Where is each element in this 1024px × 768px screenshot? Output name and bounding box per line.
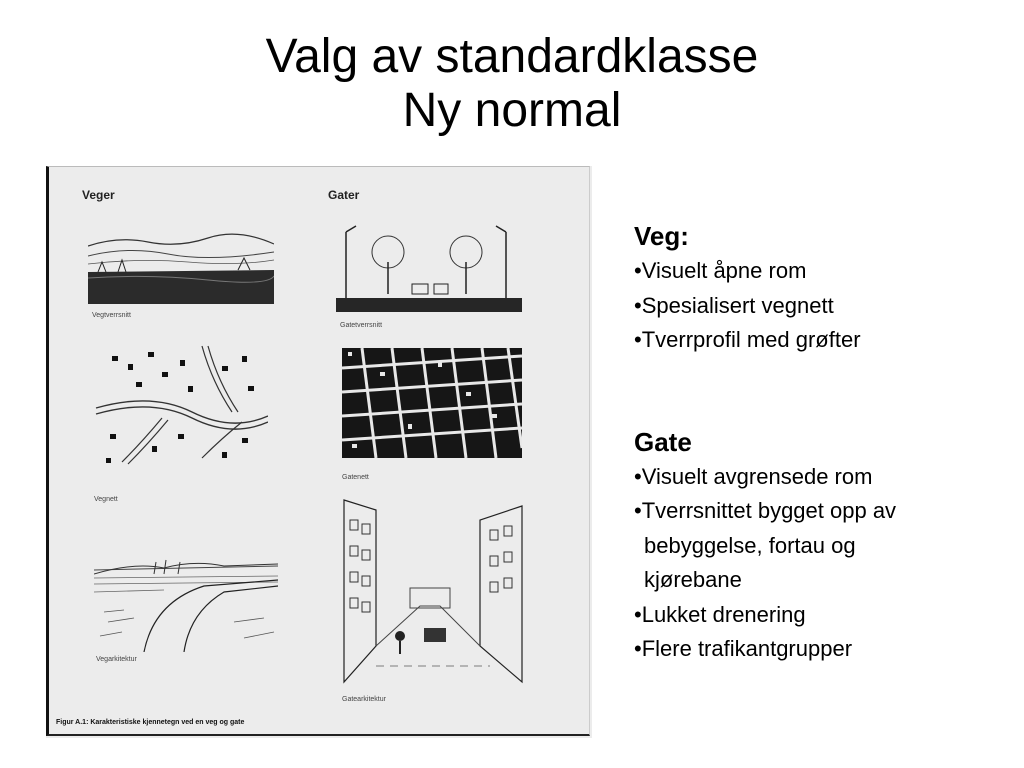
gate-item-continuation: bebyggelse, fortau og — [644, 532, 856, 558]
street-cross-section-sketch — [336, 222, 522, 312]
street-architecture-sketch — [340, 496, 526, 686]
gate-item-continuation: kjørebane — [644, 567, 742, 592]
gate-item: •Lukket drenering — [634, 601, 806, 627]
caption-vegarkitektur: Vegarkitektur — [96, 656, 137, 663]
figure-heading-gater: Gater — [328, 188, 360, 202]
road-network-sketch — [92, 342, 268, 472]
caption-gatearkitektur: Gatearkitektur — [342, 696, 386, 703]
figure-heading-veger: Veger — [82, 188, 115, 202]
caption-gatenett: Gatenett — [342, 474, 369, 481]
gate-item: •Visuelt avgrensede rom — [634, 463, 873, 489]
gate-heading: Gate — [634, 426, 692, 457]
street-network-sketch — [342, 348, 522, 458]
caption-gatetverrsnitt: Gatetverrsnitt — [340, 322, 383, 329]
road-architecture-sketch — [94, 552, 278, 652]
caption-vegnett: Vegnett — [94, 496, 118, 503]
title-line-1: Valg av standardklasse — [265, 30, 759, 83]
veg-item: •Visuelt åpne rom — [634, 258, 807, 283]
gate-item: •Flere trafikantgrupper — [634, 636, 853, 661]
gate-item: •Tverrsnittet bygget opp av — [634, 498, 897, 523]
veg-heading: Veg: — [634, 221, 689, 251]
slide-title — [0, 30, 1024, 138]
comparison-text — [634, 218, 1014, 667]
comparison-figure — [46, 166, 592, 738]
title-line-2: Ny normal — [402, 84, 622, 137]
veg-item: •Spesialisert vegnett — [634, 292, 834, 318]
section-gap — [634, 358, 1014, 424]
veg-item: •Tverrprofil med grøfter — [634, 327, 861, 352]
caption-vegtverrsnitt: Vegtverrsnitt — [92, 312, 131, 319]
road-cross-section-sketch — [88, 228, 274, 304]
figure-caption: Figur A.1: Karakteristiske kjennetegn ved en veg og gate — [56, 719, 245, 726]
